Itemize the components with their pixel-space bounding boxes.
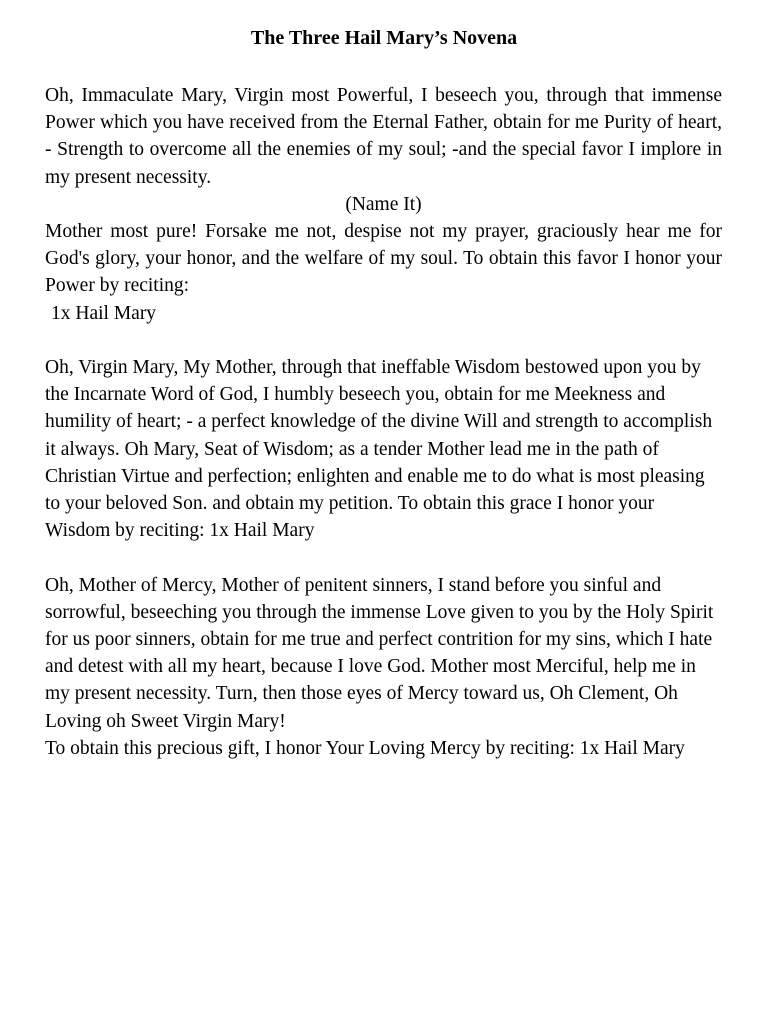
hail-mary-line: 1x Hail Mary — [51, 302, 157, 324]
name-it-instruction: (Name It) — [345, 193, 422, 215]
prayer-power-paragraph: Oh, Immaculate Mary, Virgin most Powerful, I beseech you, through that immense Power which you have received from the Eternal Father, obtain for me Purity of heart, - Strength to overcome all the enemies of my soul; -and the special favor I implore in my present necessity. — [45, 85, 722, 188]
document-title: The Three Hail Mary’s Novena — [250, 27, 518, 49]
prayer-power-continuation: Mother most pure! Forsake me not, despise not my prayer, graciously hear me for God's glory, your honor, and the welfare of my soul. To obtain this favor I honor your Power by reciting: — [45, 221, 722, 297]
paragraph-spacer — [45, 544, 722, 571]
prayer-mercy-closing: To obtain this precious gift, I honor Your Loving Mercy by reciting: 1x Hail Mary — [45, 737, 685, 759]
prayer-wisdom-paragraph: Oh, Virgin Mary, My Mother, through that ineffable Wisdom bestowed upon you by the Incarnate Word of God, I humbly beseech you, obtain for me Meekness and humility of heart; - a perfect knowledge of the divine Will and strength to accomplish it always. Oh Mary, Seat of Wisdom; as a tender Mother lead me in the path of Christian Virtue and perfection; enlighten and enable me to do what is most pleasing to your beloved Son. and obtain my petition. To obtain this grace I honor your Wisdom by reciting: 1x Hail Mary — [45, 357, 713, 542]
paragraph-spacer — [45, 327, 722, 354]
document-body — [45, 82, 722, 762]
prayer-mercy-paragraph: Oh, Mother of Mercy, Mother of penitent sinners, I stand before you sinful and sorrowful, beseeching you through the immense Love given to you by the Holy Spirit for us poor sinners, obtain for me true and perfect contrition for my sins, which I hate and detest with all my heart, because I love God. Mother most Merciful, help me in my present necessity. Turn, then those eyes of Mercy toward us, Oh Clement, Oh Loving oh Sweet Virgin Mary! — [45, 574, 714, 732]
